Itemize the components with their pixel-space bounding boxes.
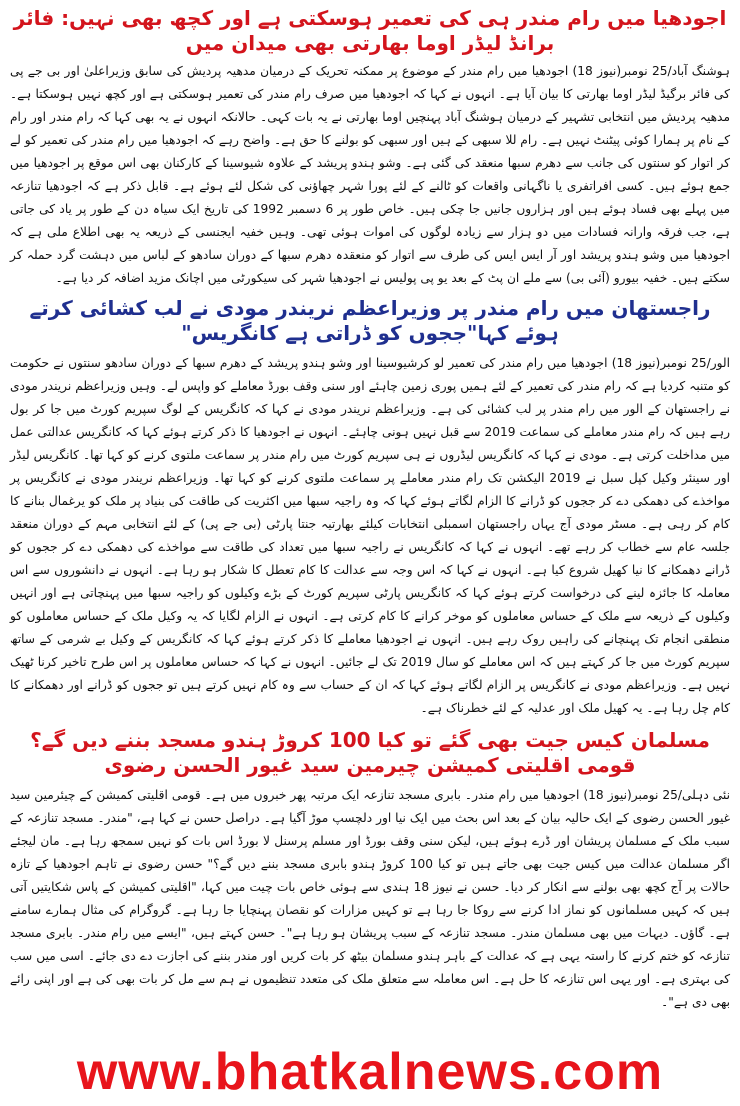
article-body: الور/25 نومبر(نیوز 18) اجودھیا میں رام مندر کی تعمیر لو کرشیوسینا اور وشو ہندو پریشد کے دھرم سبھا کے دوران سادھو سنتوں نے حکومت کو متنبہ کردیا ہے کہ رام مندر کی تعمیر کے لئے ہمیں پوری زمین چاہئے اور سنی وقف بورڈ معاملے کو واپس لے۔ وہیں وزیراعظم نریندر مودی نے راجستھان کے الور میں رام مندر پر لب کشائی کی ہے۔ وزیراعظم نریندر مودی نے کہا کہ کانگریس کے لوگ سپریم کورٹ میں جا کر بول رہے ہیں کہ رام مندر معاملے کی سماعت 2019 سے قبل نہیں ہونی چاہئے۔ انہوں نے اجودھیا کا ذکر کرتے ہوئے کہا کہ کانگریس عدالتی عمل میں مداخلت کرتی ہے۔ مودی نے کہا کہ کانگریس لیڈروں نے ہی سپریم کورٹ میں رام مندر پر سماعت ملتوی کرنے کو کہا تھا۔ کانگریس لیڈر اور سینئر وکیل کپل سبل نے 2019 الیکشن تک رام مندر معاملے پر سماعت ملتوی کرنے کو کہا تھا۔ وزیراعظم نریندر مودی نے کانگریس پر مواخذے کی دھمکی دے کر ججوں کو ڈرانے کا الزام لگاتے ہوئے کہا کہ وہ راجیہ سبھا میں اکثریت کی طاقت کی بنیاد پر ملک کو یرغمال بنانے کا کام کر رہی ہے۔ مسٹر مودی آج یہاں راجستھان اسمبلی انتخابات کیلئے بھارتیہ جنتا پارٹی (بی جے پی) کے لئے انتخابی مہم کے دوران منعقد جلسہ عام سے خطاب کر رہے تھے۔ انہوں نے کہا کہ کانگریس نے راجیہ سبھا میں تعداد کی طاقت سے مواخذے کی دھمکی دے کر ججوں کو ڈرانے دھمکانے کا نیا کھیل شروع کیا ہے۔ انہوں نے کہا کہ اس وجہ سے عدالت کا کام تعطل کا شکار ہو رہا ہے۔ انہوں نے دانشوروں سے اس معاملہ کا جائزہ لینے کی درخواست کرتے ہوئے کہا کہ کانگریس پارٹی سپریم کورٹ کے بڑے وکیلوں کو راجیہ سبھا میں پہنچاتی ہے اور انہیں وکیلوں کے ذریعہ سے ملک کے حساس معاملوں کو موخر کرانے کا کام کرتی ہے۔ انہوں نے الزام لگایا کہ یہ وکیل ملک کے حساس معاملوں کو منطقی انجام تک پہنچانے کی راہیں روک رہے ہیں۔ انہوں نے اجودھیا معاملے کا ذکر کرتے ہوئے کہا کہ کانگریس کے وکیل بے شرمی کے ساتھ سپریم کورٹ میں جا کر کہتے ہیں کہ اس معاملے کو سال 2019 تک لے جائیں۔ انہوں نے کہا کہ حساس معاملوں پر اس طرح تاخیر کرنا ٹھیک نہیں ہے۔ وزیراعظم مودی نے کانگریس پر الزام لگاتے ہوئے کہا کہ ان کے حساب سے وہ کام نہیں کرتے ہیں تو ججوں کو ڈرانے اور دھمکانے کا کام چل رہا ہے۔ یہ کھیل ملک اور عدلیہ کے لئے خطرناک ہے۔ (10, 356, 731, 715)
article-body: نئی دہلی/25 نومبر(نیوز 18) اجودھیا میں رام مندر۔ بابری مسجد تنازعہ ایک مرتبہ پھر خبروں میں ہے۔ قومی اقلیتی کمیشن کے چیئرمین سید غیور الحسن رضوی کے ایک حالیہ بیان کے بعد اس بحث میں ایک نیا اور دلچسپ موڑ آگیا ہے۔ دراصل حسن نے کہا ہے، "مندر۔ مسجد تنازعہ کے سبب ملک کے مسلمان پریشان اور ڈرے ہوئے ہیں، لیکن سنی وقف بورڈ اور مسلم پرسنل لا بورڈ اس بات کو نہیں سمجھ رہا ہے۔ مان لیجئے اگر مسلمان عدالت میں کیس جیت بھی جاتے ہیں تو کیا 100 کروڑ ہندو بابری مسجد بننے دیں گے؟" حسن رضوی نے تاہم اجودھیا کے تازہ حالات پر آج کچھ بھی بولنے سے انکار کر دیا۔ حسن نے نیوز 18 ہندی سے ہوئی خاص بات چیت میں کہا، "اقلیتی کمیشن کے پاس شکایتیں آتی ہیں کہ کہیں مسلمانوں کو نماز ادا کرنے سے روکا جا رہا ہے تو کہیں مزارات کو نقصان پہنچایا جا رہا ہے۔ گروگرام کی مثال ہمارے سامنے ہے۔ گاؤں۔ دیہات میں بھی مسلمان مندر۔ مسجد تنازعہ کے سبب پریشان ہو رہا ہے"۔ حسن کہتے ہیں، "ایسے میں رام مندر۔ بابری مسجد تنازعہ کو ختم کرنے کا راستہ یہی ہے کہ عدالت کے باہر ہندو مسلمان بیٹھ کر بات کریں اور مندر بننے کی اجازت دے دی جائے۔ اسی میں سب کی بہتری ہے۔ اور یہی اس تنازعہ کا حل ہے۔ اس معاملہ سے متعلق ملک کی متعدد تنظیموں نے ہم سے مل کر بات بھی کی ہے اور اپنی رائے بھی دی ہے"۔ (10, 788, 730, 1009)
article-headline: مسلمان کیس جیت بھی گئے تو کیا 100 کروڑ ہندو مسجد بننے دیں گے؟ قومی اقلیتی کمیشن چیرمین سید غیور الحسن رضوی (30, 728, 710, 777)
article-body: ہوشنگ آباد/25 نومبر(نیوز 18) اجودھیا میں رام مندر کے موضوع پر ممکنہ تحریک کے درمیان مدھیہ پردیش کی سابق وزیراعلیٰ اور بی جے پی کی فائر برگیڈ لیڈر اوما بھارتی کا بیان آیا ہے۔ انہوں نے کہا کہ اجودھیا میں صرف رام مندر کی تعمیر ہوسکتی ہے اور کچھ نہیں ہوسکتا ہے۔ مدھیہ پردیش میں انتخابی تشہیر کے درمیان ہوشنگ آباد پہنچیں اوما بھارتی نے یہ بات کہی۔ حالانکہ انہوں نے یہ بھی کہا کہ رام مندر اور رام کے نام پر ہمارا کوئی پیٹنٹ نہیں ہے۔ رام للا سبھی کے ہیں اور سبھی کو بولنے کا حق ہے۔ واضح رہے کہ اجودھیا میں رام مندر کی تعمیر کو لے کر اتوار کو سنتوں کی جانب سے دھرم سبھا منعقد کی گئی ہے۔ وشو ہندو پریشد کے علاوہ شیوسینا کے کارکنان بھی اس موقع پر اجودھیا میں جمع ہوئے ہیں۔ کسی افراتفری یا ناگہانی واقعات کو ٹالنے کے لئے پورا شہر چھاؤنی کی شکل لئے ہوئے ہے۔ قابل ذکر ہے کہ اجودھیا تنازعہ میں پہلے بھی فساد ہوئے ہیں اور ہزاروں جانیں جا چکی ہیں۔ خاص طور پر 6 دسمبر 1992 کی تاریخ ایک سیاہ دن کے طور پر یاد کی جاتی ہے، جب فرقہ وارانہ فسادات میں دو ہزار سے زیادہ لوگوں کی اموات ہوئی تھی۔ وہیں خفیہ ایجنسی کے ذریعہ یہ بھی اطلاع ملی ہے کہ اجودھیا میں وشو ہندو پریشد اور آر ایس ایس کی طرف سے اتوار کو منعقدہ دھرم سبھا کے دوران سادھو کے لباس میں دہشت گرد حملہ کر سکتے ہیں۔ خفیہ بیورو (آئی بی) سے ملے ان پٹ کے بعد یو پی پولیس نے اجودھیا شہر کی سیکورٹی میں اچانک مزید اضافہ کر دیا ہے۔ (10, 64, 731, 285)
article-minority-commission (10, 728, 730, 1014)
article-uma-bharti (10, 6, 730, 290)
article-headline: راجستھان میں رام مندر پر وزیراعظم نریندر مودی نے لب کشائی کرتے ہوئے کہا"ججوں کو ڈراتی ہے کانگریس" (29, 296, 711, 345)
article-modi-rajasthan (10, 296, 730, 720)
article-headline: اجودھیا میں رام مندر ہی کی تعمیر ہوسکتی ہے اور کچھ بھی نہیں: فائر برانڈ لیڈر اوما بھارتی بھی میدان میں (13, 6, 727, 55)
website-footer[interactable]: www.bhatkalnews.com (76, 1043, 664, 1101)
